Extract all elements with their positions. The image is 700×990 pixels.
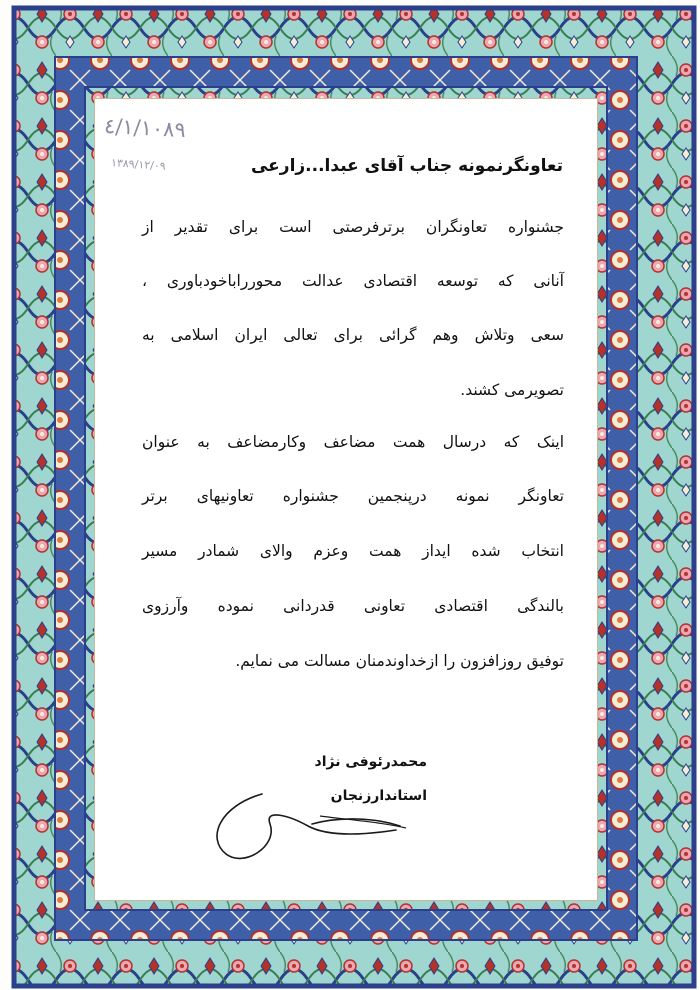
signatory-title: استاندارزنجان [330, 788, 427, 804]
paragraph-1-line: تصویرمی کشند. [460, 381, 564, 399]
certificate-title: تعاونگرنمونه جناب آقای عبدا...زارعی [250, 156, 563, 176]
paragraph-2-line: انتخاب شده ایداز همت وعزم والای شمادر مسیر [142, 542, 564, 560]
paragraph-1-line: جشنواره تعاونگران برترفرصتی است برای تقدیر از [142, 218, 564, 236]
paragraph-1-line: آنانی که توسعه اقتصادی عدالت محوررابا‌خودباوری ، [142, 272, 564, 290]
signatory-name: محمدرئوفی نژاد [314, 754, 427, 770]
paragraph-2-line: توفیق روزافزون را ازخداوندمنان مسالت می نمایم. [235, 652, 564, 670]
paragraph-2-line: تعاونگر نمونه درپنجمین جشنواره تعاونیهای برتر [142, 487, 564, 505]
handwritten-reference-number: ٤/١/١٠٨٩ [103, 113, 187, 143]
handwritten-date: ١٣٨٩/١٢/٠٩ [110, 156, 167, 173]
paragraph-2-line: بالندگی اقتصادی تعاونی قدردانی نموده وآرزوی [142, 597, 564, 615]
paragraph-2-line: اینک که درسال همت مضاعف وکارمضاعف به عنوان [142, 433, 564, 451]
paragraph-1-line: سعی وتلاش وهم گرائی برای تعالی ایران اسلامی به [142, 326, 564, 344]
